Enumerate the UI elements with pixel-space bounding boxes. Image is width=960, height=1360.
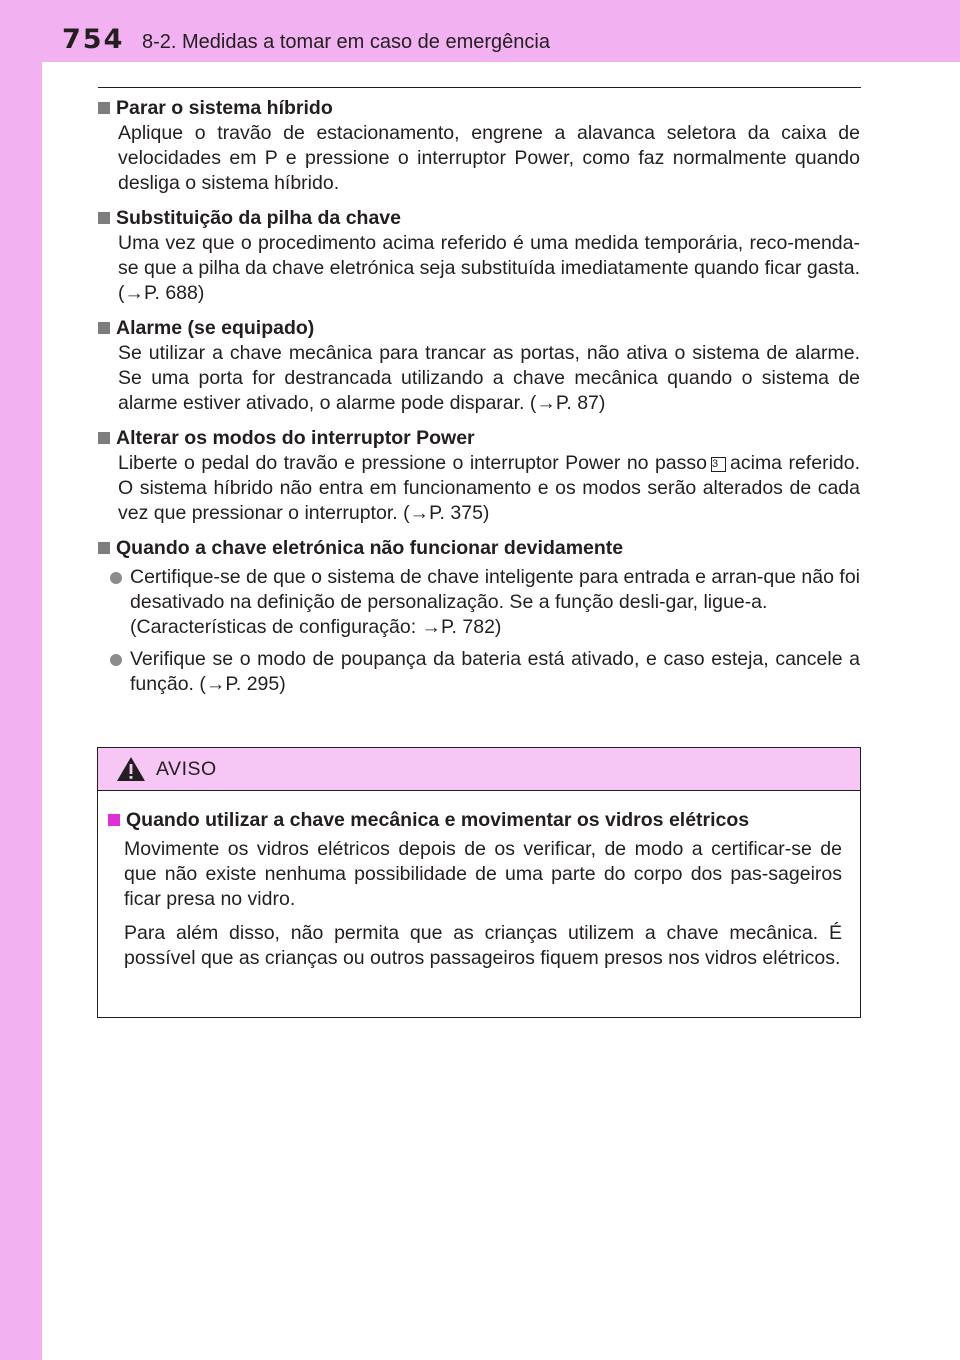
section-key-malfunction (98, 535, 860, 697)
warning-label: AVISO (156, 757, 217, 780)
section-stop-hybrid (98, 95, 860, 196)
square-bullet-icon (98, 432, 110, 444)
section-power-modes (98, 425, 860, 526)
warning-paragraph: Para além disso, não permita que as crianças utilizem a chave mecânica. É possível que as crianças ou outros passageiros fiquem presos nos vidros elétricos. (124, 922, 842, 969)
square-bullet-icon (98, 322, 110, 334)
square-bullet-icon (98, 102, 110, 114)
section-text: Aplique o travão de estacionamento, engrene a alavanca seletora da caixa de velocidades em P e pressione o interruptor Power, como faz normalmente quando desliga o sistema híbrido. (118, 122, 860, 194)
section-title: Quando a chave eletrónica não funcionar devidamente (116, 537, 624, 559)
main-content (98, 95, 860, 706)
section-title: Substituição da pilha da chave (116, 207, 401, 229)
warning-header (98, 748, 860, 791)
running-header: 8-2. Medidas a tomar em caso de emergência (142, 31, 550, 53)
square-bullet-icon (108, 814, 120, 826)
text-before-step: Liberte o pedal do travão e pressione o interruptor Power no passo (118, 452, 708, 474)
warning-box (97, 747, 861, 1018)
side-color-band (0, 0, 42, 1360)
text-after-step: acima referido. O sistema híbrido não entra em funcionamento e os modos serão alterados de cada vez que pressionar o interruptor. (→P. 375) (118, 452, 861, 524)
bullet-text: Verifique se o modo de poupança da bateria está ativado, e caso esteja, cancele a função. (→P. 295) (130, 648, 860, 695)
page-number: 754 (62, 24, 125, 55)
section-title: Alarme (se equipado) (116, 317, 315, 339)
square-bullet-icon (98, 212, 110, 224)
list-item (98, 647, 860, 697)
header-rule (98, 87, 861, 88)
section-title: Alterar os modos do interruptor Power (116, 427, 475, 449)
round-bullet-icon (110, 654, 122, 666)
section-battery-replacement (98, 205, 860, 306)
section-text: Se utilizar a chave mecânica para trancar as portas, não ativa o sistema de alarme. Se uma porta for destrancada utilizando a chave mecânica quando o sistema de alarme estiver ativado, o alarme pode disparar. (→P. 87) (118, 342, 860, 414)
warning-paragraph: Movimente os vidros elétricos depois de os verificar, de modo a certificar-se de que não existe nenhuma possibilidade de uma parte do corpo dos pas-sageiros ficar presa no vidro. (124, 838, 842, 910)
bullet-text: Certifique-se de que o sistema de chave inteligente para entrada e arran-que não foi desativado na definição de personalização. Se a função desli-gar, ligue-a. (130, 566, 860, 613)
bullet-subtext: (Características de configuração: →P. 782) (130, 616, 502, 638)
warning-title: Quando utilizar a chave mecânica e movimentar os vidros elétricos (126, 809, 750, 831)
square-bullet-icon (98, 542, 110, 554)
section-text: Uma vez que o procedimento acima referido é uma medida temporária, reco-menda-se que a pilha da chave eletrónica seja substituída imediatamente quando ficar gasta. (→P. 688) (118, 232, 860, 304)
round-bullet-icon (110, 572, 122, 584)
step-number-box: 3 (711, 457, 726, 472)
warning-triangle-icon (116, 756, 146, 782)
section-text (98, 451, 860, 526)
list-item (98, 565, 860, 640)
section-title: Parar o sistema híbrido (116, 97, 333, 119)
section-alarm (98, 315, 860, 416)
warning-body (98, 791, 860, 971)
